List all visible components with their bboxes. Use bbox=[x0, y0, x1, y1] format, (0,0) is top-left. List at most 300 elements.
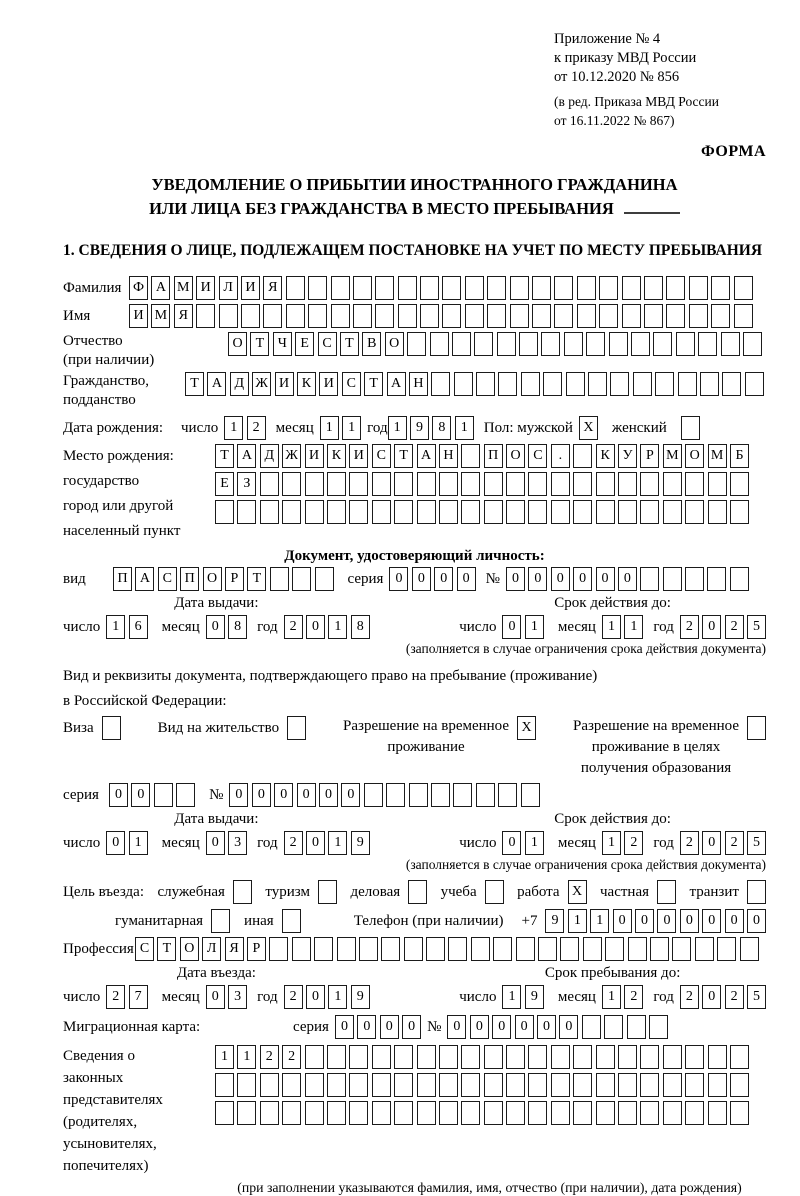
char-cell[interactable] bbox=[666, 276, 685, 300]
char-cell[interactable] bbox=[655, 372, 674, 396]
char-cell[interactable] bbox=[417, 1045, 436, 1069]
char-cell[interactable] bbox=[676, 332, 695, 356]
char-cell[interactable] bbox=[331, 276, 350, 300]
char-cell[interactable]: 2 bbox=[725, 985, 744, 1009]
char-cell[interactable] bbox=[331, 304, 350, 328]
char-cell[interactable]: 9 bbox=[351, 985, 370, 1009]
char-cell[interactable] bbox=[618, 1073, 637, 1097]
char-cell[interactable] bbox=[372, 1101, 391, 1125]
char-cell[interactable] bbox=[689, 304, 708, 328]
char-cell[interactable] bbox=[452, 332, 471, 356]
char-cell[interactable] bbox=[747, 880, 766, 904]
char-cell[interactable]: Т bbox=[215, 444, 234, 468]
char-cell[interactable] bbox=[398, 304, 417, 328]
char-cell[interactable]: 1 bbox=[342, 416, 361, 440]
char-cell[interactable]: П bbox=[113, 567, 132, 591]
char-cell[interactable]: 1 bbox=[224, 416, 243, 440]
char-cell[interactable] bbox=[487, 304, 506, 328]
char-cell[interactable] bbox=[407, 332, 426, 356]
char-cell[interactable] bbox=[560, 937, 579, 961]
char-cell[interactable]: 0 bbox=[492, 1015, 511, 1039]
char-cell[interactable] bbox=[485, 880, 504, 904]
char-cell[interactable] bbox=[211, 909, 230, 933]
char-cell[interactable] bbox=[461, 1101, 480, 1125]
char-cell[interactable] bbox=[678, 372, 697, 396]
char-cell[interactable]: 1 bbox=[320, 416, 339, 440]
char-cell[interactable] bbox=[417, 1073, 436, 1097]
char-cell[interactable] bbox=[215, 1101, 234, 1125]
char-cell[interactable]: X bbox=[579, 416, 598, 440]
char-cell[interactable] bbox=[381, 937, 400, 961]
char-cell[interactable] bbox=[666, 304, 685, 328]
char-cell[interactable] bbox=[372, 500, 391, 524]
char-cell[interactable] bbox=[554, 304, 573, 328]
char-cell[interactable] bbox=[260, 1073, 279, 1097]
char-cell[interactable] bbox=[640, 567, 659, 591]
char-cell[interactable] bbox=[622, 304, 641, 328]
char-cell[interactable] bbox=[442, 276, 461, 300]
char-cell[interactable] bbox=[551, 500, 570, 524]
char-cell[interactable]: О bbox=[685, 444, 704, 468]
char-cell[interactable] bbox=[372, 1045, 391, 1069]
char-cell[interactable] bbox=[543, 372, 562, 396]
char-cell[interactable] bbox=[282, 472, 301, 496]
char-cell[interactable]: 0 bbox=[206, 615, 225, 639]
char-cell[interactable] bbox=[353, 276, 372, 300]
char-cell[interactable]: 2 bbox=[260, 1045, 279, 1069]
char-cell[interactable]: 0 bbox=[306, 831, 325, 855]
char-cell[interactable]: 0 bbox=[434, 567, 453, 591]
char-cell[interactable] bbox=[337, 937, 356, 961]
char-cell[interactable]: 1 bbox=[602, 985, 621, 1009]
char-cell[interactable]: К bbox=[297, 372, 316, 396]
char-cell[interactable] bbox=[461, 1073, 480, 1097]
char-cell[interactable] bbox=[233, 880, 252, 904]
char-cell[interactable]: 1 bbox=[237, 1045, 256, 1069]
char-cell[interactable] bbox=[586, 332, 605, 356]
char-cell[interactable] bbox=[730, 567, 749, 591]
char-cell[interactable]: 0 bbox=[109, 783, 128, 807]
char-cell[interactable]: 0 bbox=[702, 985, 721, 1009]
char-cell[interactable] bbox=[707, 567, 726, 591]
char-cell[interactable] bbox=[722, 372, 741, 396]
char-cell[interactable] bbox=[394, 472, 413, 496]
char-cell[interactable]: И bbox=[349, 444, 368, 468]
char-cell[interactable]: Ж bbox=[282, 444, 301, 468]
char-cell[interactable]: 5 bbox=[747, 985, 766, 1009]
char-cell[interactable]: 1 bbox=[106, 615, 125, 639]
char-cell[interactable] bbox=[318, 880, 337, 904]
char-cell[interactable] bbox=[610, 372, 629, 396]
char-cell[interactable]: 0 bbox=[657, 909, 676, 933]
char-cell[interactable] bbox=[573, 500, 592, 524]
char-cell[interactable] bbox=[743, 332, 762, 356]
char-cell[interactable] bbox=[730, 1101, 749, 1125]
char-cell[interactable] bbox=[506, 1073, 525, 1097]
char-cell[interactable] bbox=[461, 1045, 480, 1069]
char-cell[interactable] bbox=[287, 716, 306, 740]
char-cell[interactable] bbox=[364, 783, 383, 807]
char-cell[interactable] bbox=[305, 472, 324, 496]
char-cell[interactable] bbox=[497, 332, 516, 356]
char-cell[interactable] bbox=[327, 472, 346, 496]
char-cell[interactable] bbox=[439, 1101, 458, 1125]
char-cell[interactable] bbox=[408, 880, 427, 904]
char-cell[interactable] bbox=[657, 880, 676, 904]
char-cell[interactable] bbox=[640, 1073, 659, 1097]
char-cell[interactable]: Р bbox=[225, 567, 244, 591]
char-cell[interactable]: И bbox=[241, 276, 260, 300]
char-cell[interactable] bbox=[454, 372, 473, 396]
char-cell[interactable] bbox=[349, 1045, 368, 1069]
char-cell[interactable] bbox=[583, 937, 602, 961]
char-cell[interactable] bbox=[292, 937, 311, 961]
char-cell[interactable]: Т bbox=[247, 567, 266, 591]
char-cell[interactable] bbox=[538, 937, 557, 961]
char-cell[interactable] bbox=[448, 937, 467, 961]
char-cell[interactable] bbox=[521, 372, 540, 396]
char-cell[interactable]: С bbox=[135, 937, 154, 961]
char-cell[interactable] bbox=[573, 1045, 592, 1069]
char-cell[interactable] bbox=[596, 1073, 615, 1097]
char-cell[interactable]: Т bbox=[340, 332, 359, 356]
char-cell[interactable] bbox=[315, 567, 334, 591]
char-cell[interactable] bbox=[663, 1045, 682, 1069]
char-cell[interactable]: 8 bbox=[351, 615, 370, 639]
char-cell[interactable]: 0 bbox=[747, 909, 766, 933]
char-cell[interactable] bbox=[292, 567, 311, 591]
char-cell[interactable] bbox=[650, 937, 669, 961]
char-cell[interactable] bbox=[730, 1045, 749, 1069]
char-cell[interactable]: 0 bbox=[596, 567, 615, 591]
char-cell[interactable] bbox=[689, 276, 708, 300]
char-cell[interactable] bbox=[685, 567, 704, 591]
char-cell[interactable]: Л bbox=[202, 937, 221, 961]
char-cell[interactable] bbox=[745, 372, 764, 396]
char-cell[interactable] bbox=[528, 500, 547, 524]
char-cell[interactable] bbox=[663, 500, 682, 524]
char-cell[interactable]: 0 bbox=[506, 567, 525, 591]
char-cell[interactable] bbox=[506, 1101, 525, 1125]
char-cell[interactable]: У bbox=[618, 444, 637, 468]
char-cell[interactable]: 9 bbox=[525, 985, 544, 1009]
char-cell[interactable]: К bbox=[596, 444, 615, 468]
char-cell[interactable] bbox=[521, 783, 540, 807]
char-cell[interactable]: А bbox=[387, 372, 406, 396]
char-cell[interactable]: 0 bbox=[502, 615, 521, 639]
char-cell[interactable] bbox=[596, 500, 615, 524]
char-cell[interactable]: Р bbox=[640, 444, 659, 468]
char-cell[interactable] bbox=[260, 472, 279, 496]
char-cell[interactable] bbox=[573, 1101, 592, 1125]
char-cell[interactable]: С bbox=[318, 332, 337, 356]
char-cell[interactable]: 0 bbox=[206, 831, 225, 855]
char-cell[interactable]: В bbox=[362, 332, 381, 356]
char-cell[interactable]: 0 bbox=[457, 567, 476, 591]
char-cell[interactable] bbox=[487, 276, 506, 300]
char-cell[interactable]: Е bbox=[295, 332, 314, 356]
char-cell[interactable]: 1 bbox=[328, 985, 347, 1009]
char-cell[interactable]: 6 bbox=[129, 615, 148, 639]
char-cell[interactable] bbox=[532, 276, 551, 300]
char-cell[interactable] bbox=[577, 276, 596, 300]
char-cell[interactable]: 0 bbox=[306, 615, 325, 639]
char-cell[interactable] bbox=[305, 500, 324, 524]
char-cell[interactable]: 0 bbox=[297, 783, 316, 807]
char-cell[interactable]: 1 bbox=[328, 831, 347, 855]
char-cell[interactable] bbox=[439, 1045, 458, 1069]
char-cell[interactable]: Л bbox=[219, 276, 238, 300]
char-cell[interactable] bbox=[215, 500, 234, 524]
char-cell[interactable] bbox=[510, 304, 529, 328]
char-cell[interactable]: 0 bbox=[551, 567, 570, 591]
char-cell[interactable]: 2 bbox=[624, 831, 643, 855]
char-cell[interactable] bbox=[102, 716, 121, 740]
char-cell[interactable] bbox=[640, 1101, 659, 1125]
char-cell[interactable] bbox=[327, 1045, 346, 1069]
char-cell[interactable] bbox=[528, 472, 547, 496]
char-cell[interactable]: О bbox=[203, 567, 222, 591]
char-cell[interactable]: 0 bbox=[447, 1015, 466, 1039]
char-cell[interactable] bbox=[573, 444, 592, 468]
char-cell[interactable]: 0 bbox=[335, 1015, 354, 1039]
char-cell[interactable]: Т bbox=[250, 332, 269, 356]
char-cell[interactable] bbox=[685, 500, 704, 524]
char-cell[interactable]: П bbox=[180, 567, 199, 591]
char-cell[interactable] bbox=[506, 1045, 525, 1069]
char-cell[interactable]: 1 bbox=[388, 416, 407, 440]
char-cell[interactable]: 1 bbox=[624, 615, 643, 639]
char-cell[interactable]: С bbox=[158, 567, 177, 591]
char-cell[interactable] bbox=[506, 472, 525, 496]
char-cell[interactable] bbox=[404, 937, 423, 961]
char-cell[interactable]: 3 bbox=[228, 985, 247, 1009]
char-cell[interactable] bbox=[308, 304, 327, 328]
char-cell[interactable] bbox=[465, 276, 484, 300]
char-cell[interactable] bbox=[653, 332, 672, 356]
char-cell[interactable]: 5 bbox=[747, 831, 766, 855]
char-cell[interactable]: 1 bbox=[602, 831, 621, 855]
char-cell[interactable] bbox=[484, 472, 503, 496]
char-cell[interactable] bbox=[730, 500, 749, 524]
char-cell[interactable] bbox=[417, 500, 436, 524]
char-cell[interactable]: . bbox=[551, 444, 570, 468]
char-cell[interactable] bbox=[465, 304, 484, 328]
char-cell[interactable] bbox=[528, 1101, 547, 1125]
char-cell[interactable] bbox=[618, 500, 637, 524]
char-cell[interactable]: 2 bbox=[680, 831, 699, 855]
char-cell[interactable]: О bbox=[506, 444, 525, 468]
char-cell[interactable]: Б bbox=[730, 444, 749, 468]
char-cell[interactable]: Д bbox=[260, 444, 279, 468]
char-cell[interactable] bbox=[663, 567, 682, 591]
char-cell[interactable] bbox=[394, 1101, 413, 1125]
char-cell[interactable]: 0 bbox=[702, 909, 721, 933]
char-cell[interactable]: О bbox=[228, 332, 247, 356]
char-cell[interactable] bbox=[596, 1045, 615, 1069]
char-cell[interactable] bbox=[314, 937, 333, 961]
char-cell[interactable] bbox=[631, 332, 650, 356]
char-cell[interactable]: Ж bbox=[252, 372, 271, 396]
char-cell[interactable]: И bbox=[196, 276, 215, 300]
char-cell[interactable]: Е bbox=[215, 472, 234, 496]
char-cell[interactable] bbox=[484, 1101, 503, 1125]
char-cell[interactable]: 0 bbox=[319, 783, 338, 807]
char-cell[interactable] bbox=[431, 783, 450, 807]
char-cell[interactable] bbox=[471, 937, 490, 961]
char-cell[interactable] bbox=[740, 937, 759, 961]
char-cell[interactable] bbox=[282, 500, 301, 524]
char-cell[interactable] bbox=[633, 372, 652, 396]
char-cell[interactable] bbox=[484, 1073, 503, 1097]
char-cell[interactable]: 2 bbox=[106, 985, 125, 1009]
char-cell[interactable]: И bbox=[129, 304, 148, 328]
char-cell[interactable]: Я bbox=[225, 937, 244, 961]
char-cell[interactable]: 0 bbox=[537, 1015, 556, 1039]
char-cell[interactable]: 0 bbox=[229, 783, 248, 807]
char-cell[interactable] bbox=[528, 1045, 547, 1069]
char-cell[interactable]: 9 bbox=[545, 909, 564, 933]
char-cell[interactable]: 0 bbox=[412, 567, 431, 591]
char-cell[interactable]: 0 bbox=[306, 985, 325, 1009]
char-cell[interactable]: 0 bbox=[106, 831, 125, 855]
char-cell[interactable] bbox=[622, 276, 641, 300]
char-cell[interactable] bbox=[573, 1073, 592, 1097]
char-cell[interactable] bbox=[734, 304, 753, 328]
char-cell[interactable] bbox=[420, 304, 439, 328]
char-cell[interactable] bbox=[308, 276, 327, 300]
char-cell[interactable] bbox=[721, 332, 740, 356]
char-cell[interactable]: 1 bbox=[525, 615, 544, 639]
char-cell[interactable]: 1 bbox=[568, 909, 587, 933]
char-cell[interactable] bbox=[663, 472, 682, 496]
char-cell[interactable] bbox=[604, 1015, 623, 1039]
char-cell[interactable] bbox=[420, 276, 439, 300]
char-cell[interactable] bbox=[541, 332, 560, 356]
char-cell[interactable] bbox=[516, 937, 535, 961]
char-cell[interactable] bbox=[618, 1101, 637, 1125]
char-cell[interactable] bbox=[461, 472, 480, 496]
char-cell[interactable]: 9 bbox=[351, 831, 370, 855]
char-cell[interactable]: 0 bbox=[702, 831, 721, 855]
char-cell[interactable] bbox=[394, 500, 413, 524]
char-cell[interactable]: 2 bbox=[624, 985, 643, 1009]
char-cell[interactable]: 0 bbox=[470, 1015, 489, 1039]
char-cell[interactable]: 1 bbox=[328, 615, 347, 639]
char-cell[interactable]: С bbox=[342, 372, 361, 396]
char-cell[interactable]: Н bbox=[409, 372, 428, 396]
char-cell[interactable] bbox=[461, 500, 480, 524]
char-cell[interactable]: Ф bbox=[129, 276, 148, 300]
char-cell[interactable]: 2 bbox=[284, 831, 303, 855]
char-cell[interactable] bbox=[359, 937, 378, 961]
char-cell[interactable] bbox=[439, 472, 458, 496]
char-cell[interactable] bbox=[286, 304, 305, 328]
char-cell[interactable]: 8 bbox=[432, 416, 451, 440]
char-cell[interactable] bbox=[327, 1073, 346, 1097]
char-cell[interactable]: 1 bbox=[525, 831, 544, 855]
char-cell[interactable] bbox=[644, 276, 663, 300]
char-cell[interactable]: X bbox=[517, 716, 536, 740]
char-cell[interactable] bbox=[282, 1101, 301, 1125]
char-cell[interactable]: 2 bbox=[284, 615, 303, 639]
char-cell[interactable] bbox=[417, 1101, 436, 1125]
char-cell[interactable]: 0 bbox=[502, 831, 521, 855]
char-cell[interactable] bbox=[708, 500, 727, 524]
char-cell[interactable]: 1 bbox=[215, 1045, 234, 1069]
char-cell[interactable] bbox=[685, 1101, 704, 1125]
char-cell[interactable] bbox=[237, 500, 256, 524]
char-cell[interactable]: Р bbox=[247, 937, 266, 961]
char-cell[interactable]: Ч bbox=[273, 332, 292, 356]
char-cell[interactable] bbox=[269, 937, 288, 961]
char-cell[interactable] bbox=[417, 472, 436, 496]
char-cell[interactable] bbox=[711, 304, 730, 328]
char-cell[interactable] bbox=[196, 304, 215, 328]
char-cell[interactable]: 0 bbox=[389, 567, 408, 591]
char-cell[interactable] bbox=[708, 1073, 727, 1097]
char-cell[interactable]: 2 bbox=[247, 416, 266, 440]
char-cell[interactable] bbox=[730, 1073, 749, 1097]
char-cell[interactable]: 0 bbox=[252, 783, 271, 807]
char-cell[interactable] bbox=[510, 276, 529, 300]
char-cell[interactable] bbox=[708, 1045, 727, 1069]
char-cell[interactable] bbox=[349, 472, 368, 496]
char-cell[interactable] bbox=[372, 1073, 391, 1097]
char-cell[interactable] bbox=[685, 1073, 704, 1097]
char-cell[interactable] bbox=[564, 332, 583, 356]
char-cell[interactable] bbox=[528, 1073, 547, 1097]
char-cell[interactable]: 7 bbox=[129, 985, 148, 1009]
char-cell[interactable] bbox=[640, 472, 659, 496]
char-cell[interactable]: Я bbox=[174, 304, 193, 328]
char-cell[interactable]: А bbox=[207, 372, 226, 396]
char-cell[interactable] bbox=[672, 937, 691, 961]
char-cell[interactable] bbox=[717, 937, 736, 961]
char-cell[interactable] bbox=[241, 304, 260, 328]
char-cell[interactable]: 1 bbox=[129, 831, 148, 855]
char-cell[interactable] bbox=[577, 304, 596, 328]
char-cell[interactable] bbox=[327, 1101, 346, 1125]
char-cell[interactable] bbox=[640, 1045, 659, 1069]
char-cell[interactable] bbox=[176, 783, 195, 807]
char-cell[interactable]: 2 bbox=[680, 985, 699, 1009]
char-cell[interactable] bbox=[442, 304, 461, 328]
char-cell[interactable] bbox=[353, 304, 372, 328]
char-cell[interactable] bbox=[695, 937, 714, 961]
char-cell[interactable] bbox=[498, 783, 517, 807]
char-cell[interactable] bbox=[349, 500, 368, 524]
char-cell[interactable] bbox=[219, 304, 238, 328]
char-cell[interactable]: 0 bbox=[206, 985, 225, 1009]
char-cell[interactable] bbox=[237, 1101, 256, 1125]
char-cell[interactable]: К bbox=[327, 444, 346, 468]
char-cell[interactable]: 0 bbox=[618, 567, 637, 591]
char-cell[interactable] bbox=[461, 444, 480, 468]
char-cell[interactable] bbox=[498, 372, 517, 396]
char-cell[interactable] bbox=[685, 1045, 704, 1069]
char-cell[interactable] bbox=[453, 783, 472, 807]
char-cell[interactable] bbox=[349, 1101, 368, 1125]
char-cell[interactable] bbox=[551, 1101, 570, 1125]
char-cell[interactable]: З bbox=[237, 472, 256, 496]
char-cell[interactable] bbox=[282, 909, 301, 933]
char-cell[interactable] bbox=[476, 372, 495, 396]
char-cell[interactable]: 0 bbox=[573, 567, 592, 591]
char-cell[interactable]: 0 bbox=[702, 615, 721, 639]
char-cell[interactable] bbox=[327, 500, 346, 524]
char-cell[interactable]: 1 bbox=[455, 416, 474, 440]
